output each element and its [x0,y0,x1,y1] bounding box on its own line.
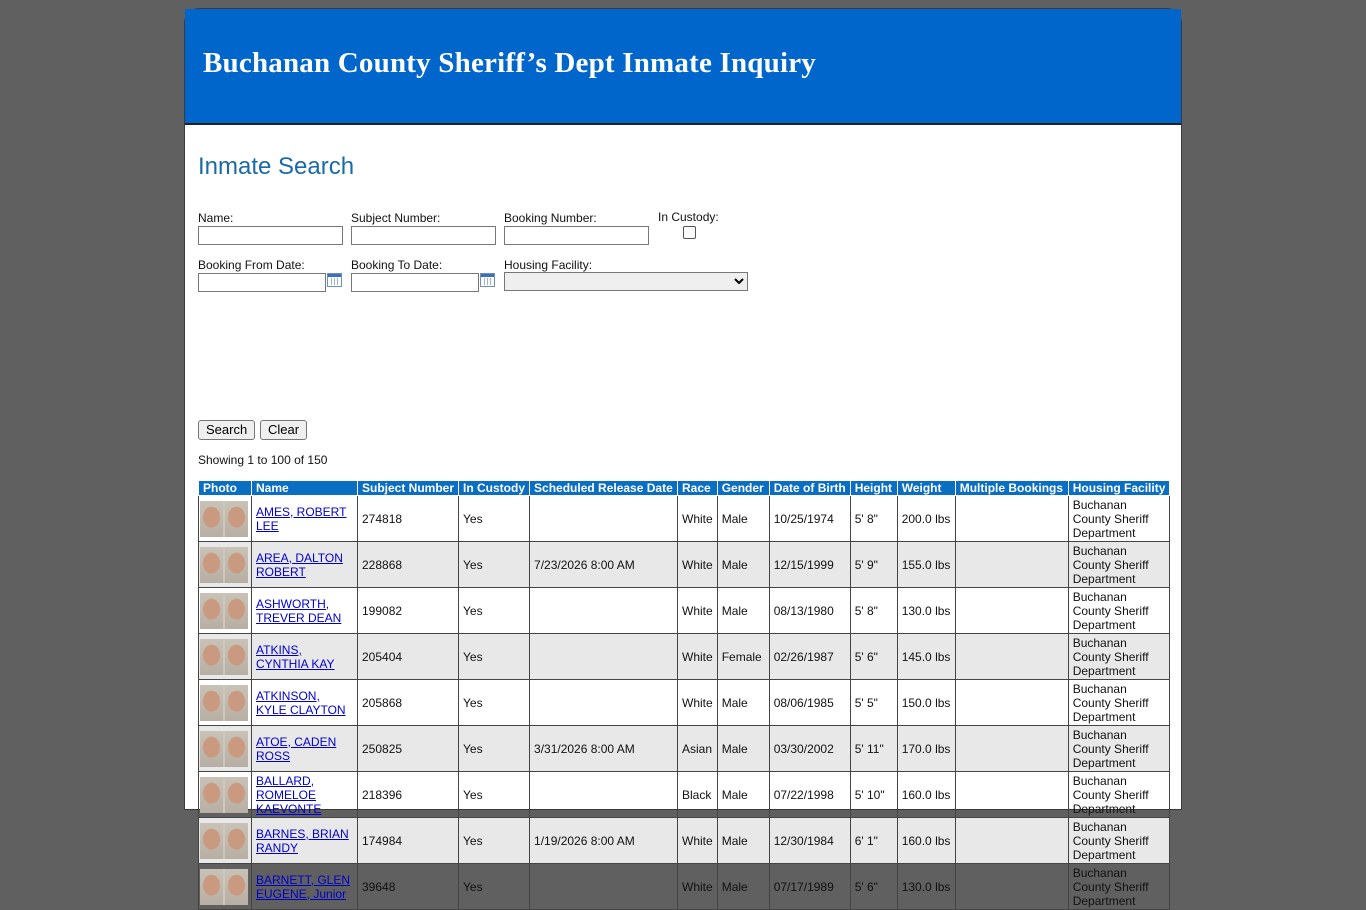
column-header-gender: Gender [717,481,769,496]
booking-to-date-label: Booking To Date: [351,258,443,272]
housing-facility-field [504,258,748,291]
mugshot-image [200,777,248,813]
subject-number-label: Subject Number: [351,211,441,225]
photo-cell [199,542,252,588]
subject-number-cell: 250825 [358,726,459,772]
in-custody-checkbox[interactable] [683,226,696,239]
mugshot-image [200,823,248,859]
column-header-housing-facility: Housing Facility [1068,481,1170,496]
release-date-cell: 3/31/2026 8:00 AM [530,726,678,772]
weight-cell: 160.0 lbs [897,772,955,818]
page-frame [185,9,1181,908]
site-title: Buchanan County Sheriff’s Dept Inmate Inquiry [203,47,816,79]
booking-number-input[interactable] [504,226,649,245]
inmate-name-link[interactable]: ATKINS, CYNTHIA KAY [256,642,335,671]
subject-number-cell: 199082 [358,588,459,634]
subject-number-cell: 274818 [358,496,459,542]
in-custody-label: In Custody: [658,210,719,224]
in-custody-cell: Yes [459,680,530,726]
photo-cell [199,726,252,772]
height-cell: 5' 11" [850,726,897,772]
weight-cell: 155.0 lbs [897,542,955,588]
table-row[interactable] [199,634,1170,680]
multiple-bookings-cell [955,634,1068,680]
photo-cell [199,680,252,726]
race-cell: Asian [678,726,718,772]
gender-cell: Male [717,496,769,542]
inmate-name-link[interactable]: ASHWORTH, TREVER DEAN [256,596,342,625]
calendar-icon[interactable] [480,273,495,287]
subject-number-field [351,211,496,245]
name-cell [252,588,358,634]
name-field [198,211,343,245]
photo-cell [199,772,252,818]
in-custody-cell: Yes [459,588,530,634]
race-cell: White [678,496,718,542]
race-cell: White [678,634,718,680]
booking-number-label: Booking Number: [504,211,597,225]
release-date-cell [530,864,678,910]
page-title: Inmate Search [198,153,355,180]
weight-cell: 145.0 lbs [897,634,955,680]
height-cell: 5' 9" [850,542,897,588]
booking-to-date-field [351,258,495,292]
weight-cell: 150.0 lbs [897,680,955,726]
table-row[interactable] [199,680,1170,726]
results-summary: Showing 1 to 100 of 150 [198,453,328,467]
in-custody-cell: Yes [459,726,530,772]
multiple-bookings-cell [955,864,1068,910]
name-cell [252,496,358,542]
table-header-row [199,481,1170,496]
date-of-birth-cell: 08/06/1985 [769,680,850,726]
table-row[interactable] [199,726,1170,772]
weight-cell: 130.0 lbs [897,864,955,910]
gender-cell: Male [717,680,769,726]
race-cell: White [678,542,718,588]
height-cell: 5' 10" [850,772,897,818]
column-header-multiple-bookings: Multiple Bookings [955,481,1068,496]
name-cell [252,680,358,726]
name-label: Name: [198,211,234,225]
table-row[interactable] [199,496,1170,542]
inmate-name-link[interactable]: ATOE, CADEN ROSS [256,734,337,763]
mugshot-image [200,869,248,905]
release-date-cell: 7/23/2026 8:00 AM [530,542,678,588]
housing-facility-label: Housing Facility: [504,258,593,272]
photo-cell [199,864,252,910]
height-cell: 5' 6" [850,634,897,680]
subject-number-input[interactable] [351,226,496,245]
housing-facility-cell: Buchanan County Sheriff Department [1068,818,1170,864]
housing-facility-select[interactable] [504,272,748,291]
name-cell [252,818,358,864]
weight-cell: 170.0 lbs [897,726,955,772]
mugshot-image [200,685,248,721]
weight-cell: 200.0 lbs [897,496,955,542]
column-header-subject-number: Subject Number [358,481,459,496]
name-cell [252,542,358,588]
inmate-name-link[interactable]: ATKINSON, KYLE CLAYTON [256,688,346,717]
inmate-name-link[interactable]: BARNETT, GLEN EUGENE, Junior [256,872,351,901]
column-header-photo: Photo [199,481,252,496]
weight-cell: 130.0 lbs [897,588,955,634]
calendar-icon[interactable] [327,273,342,287]
site-header [185,9,1181,125]
race-cell: White [678,818,718,864]
inmate-name-link[interactable]: BALLARD, ROMELOE KAEVONTE [256,773,322,816]
column-header-date-of-birth: Date of Birth [769,481,850,496]
date-of-birth-cell: 10/25/1974 [769,496,850,542]
booking-from-date-label: Booking From Date: [198,258,305,272]
mugshot-image [200,501,248,537]
name-cell [252,726,358,772]
column-header-release-date: Scheduled Release Date [530,481,678,496]
column-header-weight: Weight [897,481,955,496]
photo-cell [199,496,252,542]
housing-facility-cell: Buchanan County Sheriff Department [1068,864,1170,910]
in-custody-cell: Yes [459,772,530,818]
table-row[interactable] [199,772,1170,818]
date-of-birth-cell: 07/17/1989 [769,864,850,910]
subject-number-cell: 205404 [358,634,459,680]
in-custody-cell: Yes [459,542,530,588]
photo-cell [199,588,252,634]
gender-cell: Male [717,588,769,634]
mugshot-image [200,639,248,675]
mugshot-image [200,731,248,767]
race-cell: White [678,680,718,726]
booking-to-date-input[interactable] [351,273,479,292]
release-date-cell [530,634,678,680]
photo-cell [199,634,252,680]
table-row[interactable] [199,588,1170,634]
multiple-bookings-cell [955,818,1068,864]
inmate-name-link[interactable]: AREA, DALTON ROBERT [256,550,343,579]
subject-number-cell: 205868 [358,680,459,726]
height-cell: 5' 5" [850,680,897,726]
name-cell [252,634,358,680]
multiple-bookings-cell [955,542,1068,588]
multiple-bookings-cell [955,726,1068,772]
release-date-cell [530,772,678,818]
date-of-birth-cell: 07/22/1998 [769,772,850,818]
gender-cell: Male [717,864,769,910]
release-date-cell [530,496,678,542]
table-row[interactable] [199,864,1170,910]
column-header-height: Height [850,481,897,496]
name-cell [252,772,358,818]
housing-facility-cell: Buchanan County Sheriff Department [1068,588,1170,634]
multiple-bookings-cell [955,496,1068,542]
race-cell: Black [678,772,718,818]
housing-facility-cell: Buchanan County Sheriff Department [1068,726,1170,772]
booking-from-date-field [198,258,342,292]
name-input[interactable] [198,226,343,245]
in-custody-cell: Yes [459,634,530,680]
release-date-cell [530,588,678,634]
race-cell: White [678,588,718,634]
in-custody-cell: Yes [459,496,530,542]
race-cell: White [678,864,718,910]
height-cell: 5' 8" [850,588,897,634]
weight-cell: 160.0 lbs [897,818,955,864]
inmate-name-link[interactable]: BARNES, BRIAN RANDY [256,826,349,855]
photo-cell [199,818,252,864]
subject-number-cell: 174984 [358,818,459,864]
gender-cell: Male [717,772,769,818]
date-of-birth-cell: 02/26/1987 [769,634,850,680]
subject-number-cell: 218396 [358,772,459,818]
date-of-birth-cell: 12/15/1999 [769,542,850,588]
in-custody-field [658,210,719,239]
table-row[interactable] [199,818,1170,864]
multiple-bookings-cell [955,680,1068,726]
date-of-birth-cell: 08/13/1980 [769,588,850,634]
in-custody-cell: Yes [459,818,530,864]
name-cell [252,864,358,910]
release-date-cell: 1/19/2026 8:00 AM [530,818,678,864]
height-cell: 6' 1" [850,818,897,864]
height-cell: 5' 8" [850,496,897,542]
release-date-cell [530,680,678,726]
height-cell: 5' 6" [850,864,897,910]
booking-number-field [504,211,649,245]
gender-cell: Male [717,726,769,772]
in-custody-cell: Yes [459,864,530,910]
mugshot-image [200,547,248,583]
housing-facility-cell: Buchanan County Sheriff Department [1068,772,1170,818]
clear-button[interactable]: Clear [260,420,307,440]
gender-cell: Male [717,542,769,588]
column-header-race: Race [678,481,718,496]
mugshot-image [200,593,248,629]
column-header-name: Name [252,481,358,496]
table-row[interactable] [199,542,1170,588]
column-header-in-custody: In Custody [459,481,530,496]
subject-number-cell: 228868 [358,542,459,588]
gender-cell: Male [717,818,769,864]
inmate-results-table [198,480,1170,910]
subject-number-cell: 39648 [358,864,459,910]
housing-facility-cell: Buchanan County Sheriff Department [1068,496,1170,542]
gender-cell: Female [717,634,769,680]
date-of-birth-cell: 12/30/1984 [769,818,850,864]
date-of-birth-cell: 03/30/2002 [769,726,850,772]
multiple-bookings-cell [955,772,1068,818]
housing-facility-cell: Buchanan County Sheriff Department [1068,542,1170,588]
housing-facility-cell: Buchanan County Sheriff Department [1068,680,1170,726]
inmate-name-link[interactable]: AMES, ROBERT LEE [256,504,347,533]
housing-facility-cell: Buchanan County Sheriff Department [1068,634,1170,680]
booking-from-date-input[interactable] [198,273,326,292]
search-button[interactable]: Search [198,420,255,440]
multiple-bookings-cell [955,588,1068,634]
